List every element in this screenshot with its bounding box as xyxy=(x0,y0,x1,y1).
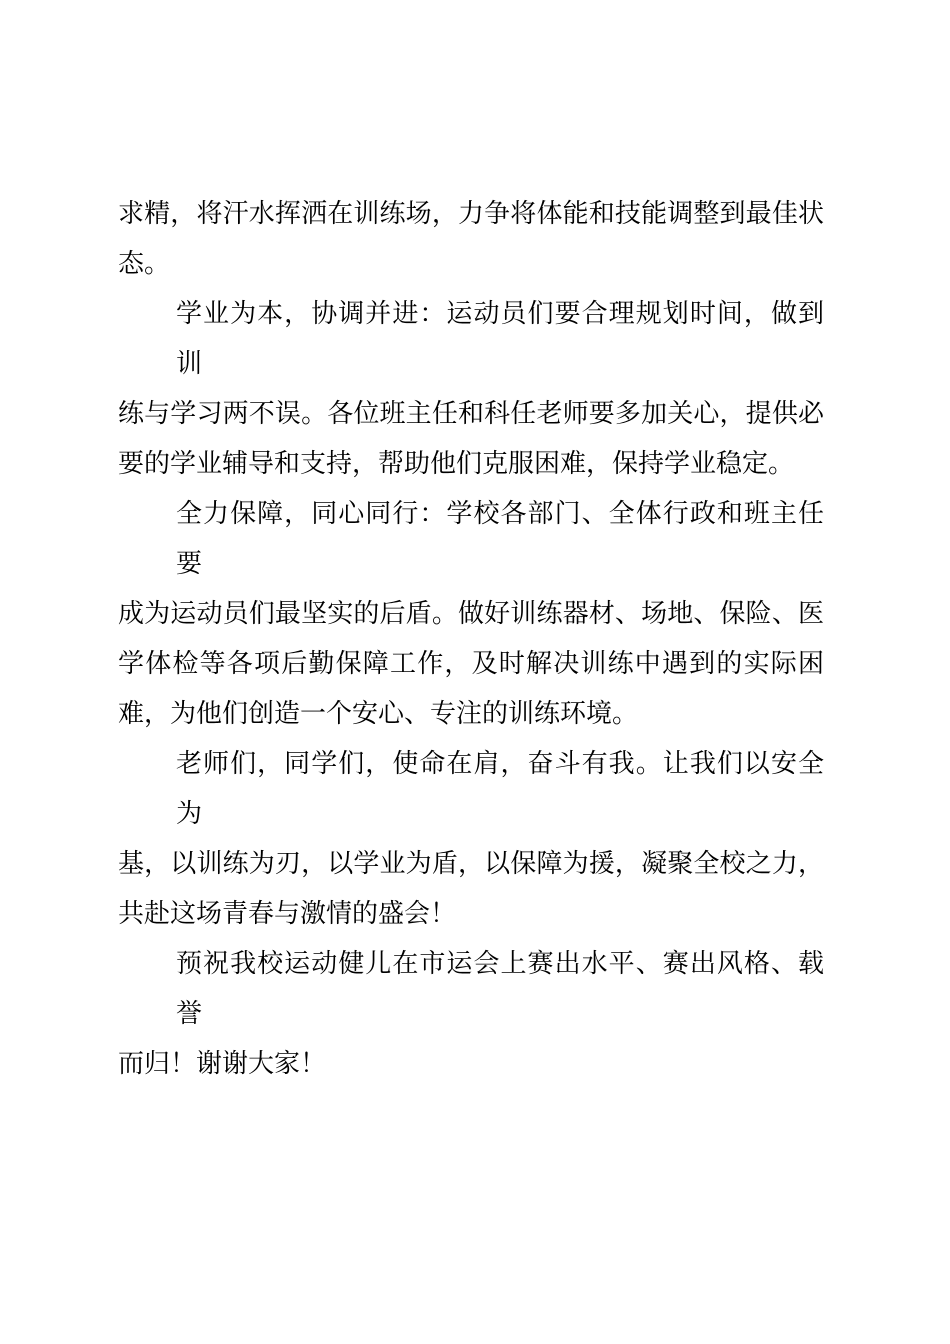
text-line: 基，以训练为刃，以学业为盾，以保障为援，凝聚全校之力， xyxy=(118,848,824,878)
paragraph xyxy=(118,288,824,488)
text-line: 学业为本，协调并进：运动员们要合理规划时间，做到训 xyxy=(176,298,824,378)
text-line: 要的学业辅导和支持，帮助他们克服困难，保持学业稳定。 xyxy=(118,448,795,478)
text-line: 全力保障，同心同行：学校各部门、全体行政和班主任要 xyxy=(176,498,824,578)
paragraph xyxy=(118,188,824,288)
document-body-text xyxy=(118,188,824,1088)
text-line: 求精，将汗水挥洒在训练场，力争将体能和技能调整到最佳状 xyxy=(118,198,824,228)
text-line: 学体检等各项后勤保障工作，及时解决训练中遇到的实际困 xyxy=(118,648,824,678)
text-line: 老师们，同学们，使命在肩，奋斗有我。让我们以安全为 xyxy=(176,748,824,828)
text-line: 预祝我校运动健儿在市运会上赛出水平、赛出风格、载誉 xyxy=(176,948,824,1028)
text-line: 成为运动员们最坚实的后盾。做好训练器材、场地、保险、医 xyxy=(118,598,824,628)
text-line: 练与学习两不误。各位班主任和科任老师要多加关心，提供必 xyxy=(118,398,824,428)
paragraph xyxy=(118,488,824,738)
paragraph xyxy=(118,738,824,938)
text-line: 共赴这场青春与激情的盛会！ xyxy=(118,898,457,928)
text-line: 而归！谢谢大家！ xyxy=(118,1048,327,1078)
text-line: 难，为他们创造一个安心、专注的训练环境。 xyxy=(118,698,639,728)
paragraph xyxy=(118,938,824,1088)
text-line: 态。 xyxy=(118,248,171,278)
